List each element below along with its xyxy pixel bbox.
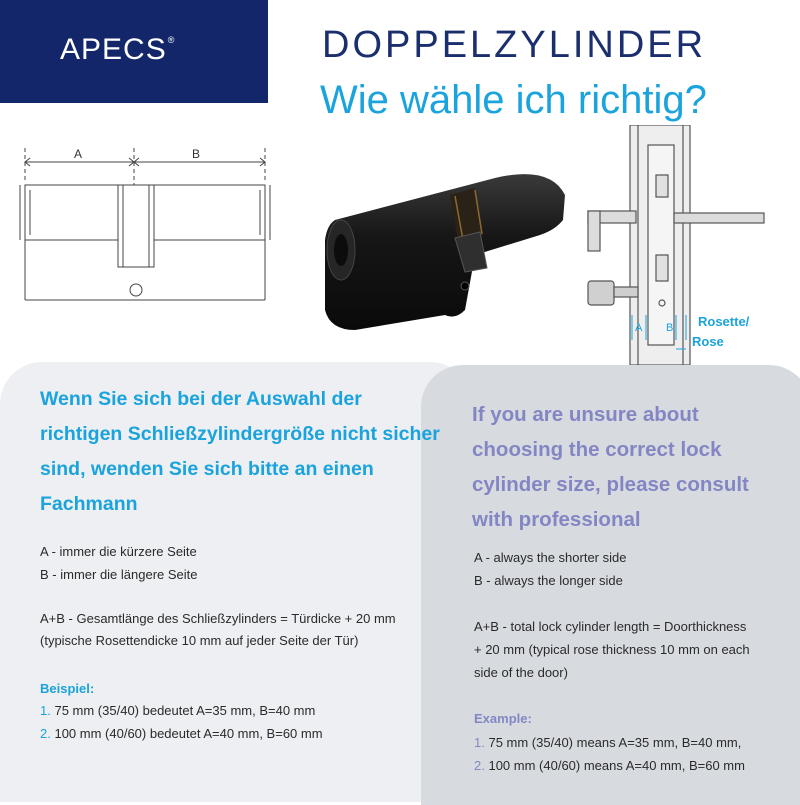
english-example-2-text: 100 mm (40/60) means A=40 mm, B=60 mm (488, 758, 745, 773)
door-label-a: A (635, 322, 643, 334)
german-line-b: B - immer die längere Seite (40, 567, 198, 582)
english-formula-3: side of the door) (474, 665, 568, 680)
rose-label: Rose (692, 334, 724, 349)
german-example-label: Beispiel: (40, 681, 95, 696)
german-heading: Wenn Sie sich bei der Auswahl der richtigen Schließzylindergröße nicht sicher sind, wenden Sie sich bitte an einen Fachmann (40, 388, 440, 515)
german-example-2-text: 100 mm (40/60) bedeutet A=40 mm, B=60 mm (54, 726, 323, 741)
english-example-2-num: 2. (474, 758, 485, 773)
german-example-1-num: 1. (40, 703, 51, 718)
english-formula-2: + 20 mm (typical rose thickness 10 mm on each (474, 642, 750, 657)
english-formula-1: A+B - total lock cylinder length = Doorthickness (474, 619, 747, 634)
german-formula-2: (typische Rosettendicke 10 mm auf jeder Seite der Tür) (40, 633, 359, 648)
page-subtitle: Wie wähle ich richtig? (320, 78, 707, 122)
door-label-b: B (666, 322, 674, 334)
english-example-label: Example: (474, 711, 532, 726)
brand-name: APECS (60, 33, 167, 66)
german-formula-1: A+B - Gesamtlänge des Schließzylinders = Türdicke + 20 mm (40, 611, 396, 626)
german-example-2 (40, 722, 323, 745)
rosette-label: Rosette/ (698, 314, 750, 329)
door-lock-illustration (580, 125, 780, 365)
english-line-b: B - always the longer side (474, 573, 623, 588)
german-line-a: A - immer die kürzere Seite (40, 544, 197, 559)
english-heading: If you are unsure about choosing the correct lock cylinder size, please consult with professional (472, 403, 749, 531)
diagram-label-b: B (192, 147, 201, 161)
cylinder-dimension-diagram (10, 140, 280, 320)
registered-mark: ® (167, 35, 176, 45)
cylinder-photo (315, 160, 575, 350)
brand-logo (60, 33, 175, 67)
english-example-1-text: 75 mm (35/40) means A=35 mm, B=40 mm, (488, 735, 742, 750)
english-line-a: A - always the shorter side (474, 550, 627, 565)
diagram-label-a: A (74, 147, 83, 161)
page-title: DOPPELZYLINDER (322, 24, 707, 66)
english-example-1-num: 1. (474, 735, 485, 750)
german-example-1-text: 75 mm (35/40) bedeutet A=35 mm, B=40 mm (54, 703, 316, 718)
brand-logo-box (0, 0, 268, 103)
german-example-2-num: 2. (40, 726, 51, 741)
english-example-1 (474, 731, 741, 754)
english-example-2 (474, 754, 745, 777)
german-example-1 (40, 699, 315, 722)
